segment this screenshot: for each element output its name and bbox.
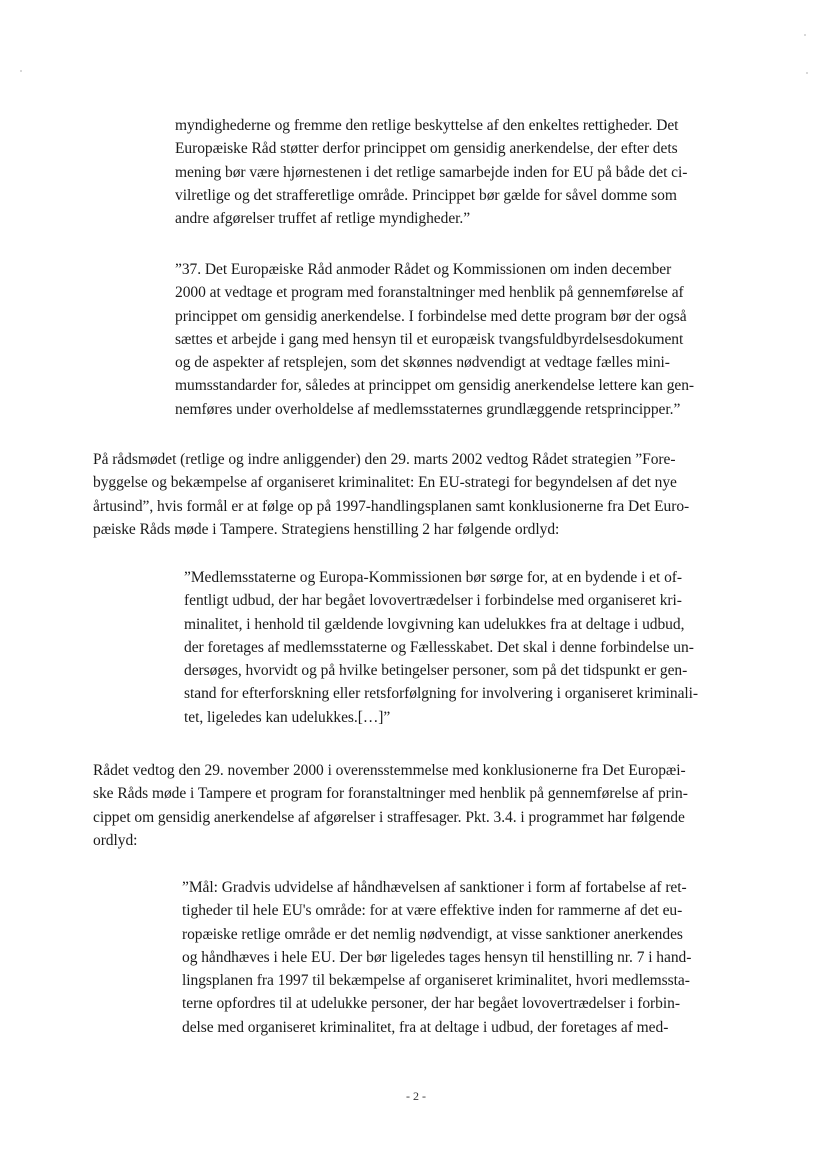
- text-line: tigheder til hele EU's område: for at være effektive inden for rammerne af det eu-: [182, 902, 683, 920]
- page-number: - 2 -: [406, 1089, 426, 1103]
- text-line: lingsplanen fra 1997 til bekæmpelse af organiseret kriminalitet, hvori medlemssta-: [182, 972, 690, 990]
- text-line: minalitet, i henhold til gældende lovgivning kan udelukkes fra at deltage i udbud,: [184, 615, 685, 633]
- text-line: der foretages af medlemsstaterne og Fællesskabet. Det skal i denne forbindelse un-: [184, 638, 694, 656]
- text-line: På rådsmødet (retlige og indre anliggender) den 29. marts 2002 vedtog Rådet strategien ”Fore-: [93, 451, 676, 468]
- text-line: ”37. Det Europæiske Råd anmoder Rådet og Kommissionen om inden december: [175, 261, 672, 278]
- text-line: mumsstandarder for, således at princippet om gensidig anerkendelse lettere kan gen-: [175, 377, 695, 395]
- text-line: fentligt udbud, der har begået lovovertrædelser i forbindelse med organiseret kri-: [184, 592, 682, 610]
- quote-medlemsstaterne: [184, 566, 698, 729]
- text-line: årtusind”, hvis formål er at følge op på 1997-handlingsplanen samt konklusionerne fra Det Euro-: [93, 497, 690, 515]
- quote-37: [175, 258, 694, 421]
- text-line: ropæiske retlige område er det nemlig nødvendigt, at visse sanktioner anerkendes: [182, 925, 683, 943]
- text-line: vilretlige og det strafferetlige område. Princippet bør gælde for såvel domme som: [175, 186, 677, 204]
- text-line: og håndhæves i hele EU. Der bør ligeledes tages hensyn til henstilling nr. 7 i hand-: [182, 948, 692, 966]
- text-line: og de aspekter af retsplejen, som det skønnes nødvendigt at vedtage fælles mini-: [175, 354, 670, 372]
- text-line: andre afgørelser truffet af retlige myndigheder.”: [175, 210, 471, 228]
- text-line: tet, ligeledes kan udelukkes.[…]”: [184, 708, 391, 726]
- paragraph-raadsmoede: [93, 448, 689, 541]
- scan-speck: [806, 72, 808, 74]
- text-line: ”Medlemsstaterne og Europa-Kommissionen bør sørge for, at en bydende i et of-: [184, 569, 682, 586]
- text-line: pæiske Råds møde i Tampere. Strategiens henstilling 2 har følgende ordlyd:: [93, 520, 560, 538]
- quote-maal: [182, 876, 691, 1039]
- text-line: nemføres under overholdelse af medlemsstaternes grundlæggende retsprincipper.”: [175, 400, 681, 418]
- paragraph-raadet-vedtog: [93, 759, 688, 852]
- text-line: princippet om gensidig anerkendelse. I forbindelse med dette program bør der også: [175, 307, 687, 325]
- text-line: Europæiske Råd støtter derfor princippet om gensidig anerkendelse, der efter dets: [175, 140, 678, 158]
- text-line: myndighederne og fremme den retlige beskyttelse af den enkeltes rettigheder. Det: [175, 117, 679, 134]
- text-line: ske Råds møde i Tampere et program for foranstaltninger med henblik på gennemførelse af prin-: [93, 785, 688, 803]
- quote-continuation: [175, 114, 687, 230]
- text-line: terne opfordres til at udelukke personer, der har begået lovovertrædelser i forbin-: [182, 995, 680, 1013]
- text-line: 2000 at vedtage et program med foranstaltninger med henblik på gennemførelse af: [175, 284, 684, 302]
- text-line: mening bør være hjørnestenen i det retlige samarbejde inden for EU på både det ci-: [175, 163, 688, 181]
- text-line: ordlyd:: [93, 831, 138, 849]
- scan-speck: [804, 34, 806, 36]
- text-line: cippet om gensidig anerkendelse af afgørelser i straffesager. Pkt. 3.4. i programmet har følgende: [93, 808, 685, 826]
- text-line: byggelse og bekæmpelse af organiseret kriminalitet: En EU-strategi for begyndelsen af det nye: [93, 474, 677, 492]
- scan-speck: [20, 70, 22, 72]
- text-line: delse med organiseret kriminalitet, fra at deltage i udbud, der foretages af med-: [182, 1018, 669, 1036]
- text-line: stand for efterforskning eller retsforfølgning for involvering i organiseret kriminali-: [184, 685, 699, 703]
- text-line: sættes et arbejde i gang med hensyn til et europæisk tvangsfuldbyrdelsesdokument: [175, 330, 684, 348]
- text-line: ”Mål: Gradvis udvidelse af håndhævelsen af sanktioner i form af fortabelse af ret-: [182, 879, 687, 896]
- text-line: dersøges, hvorvidt og på hvilke betingelser personer, som på det tidspunkt er gen-: [184, 662, 688, 680]
- text-line: Rådet vedtog den 29. november 2000 i overensstemmelse med konklusionerne fra Det Europæi-: [93, 762, 686, 779]
